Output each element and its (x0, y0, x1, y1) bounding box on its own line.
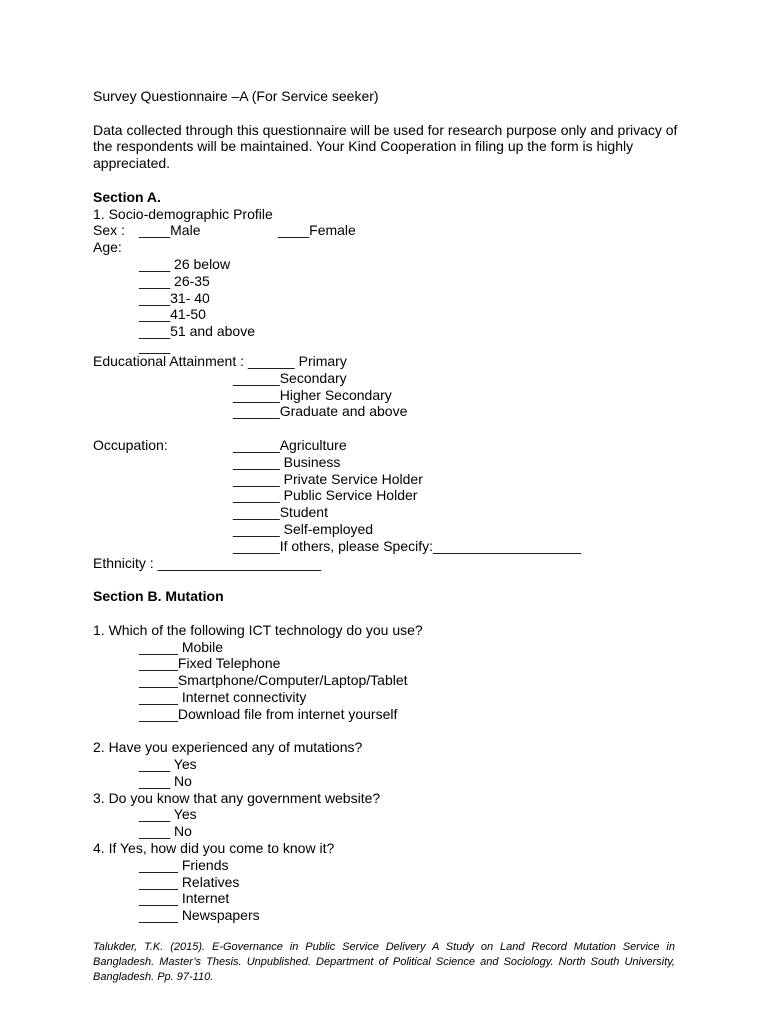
occupation-option[interactable]: ______Agriculture (233, 436, 347, 453)
education-option[interactable]: ______Higher Secondary (233, 386, 392, 403)
age-option[interactable]: ____ 26 below (139, 255, 231, 272)
questionnaire-page (93, 88, 683, 924)
occupation-option-other[interactable]: ______If others, please Specify:___________________ (233, 537, 581, 554)
ict-option[interactable]: _____ Mobile (139, 638, 224, 655)
age-option[interactable]: ____51 and above (139, 323, 255, 340)
website-option[interactable]: ____ Yes (139, 806, 197, 823)
website-option[interactable]: ____ No (139, 823, 192, 840)
ethnicity-field[interactable]: Ethnicity : _____________________ (93, 554, 322, 571)
mutation-option[interactable]: ____ No (139, 772, 192, 789)
occupation-option[interactable]: ______ Self-employed (233, 520, 374, 537)
age-label: Age: (93, 239, 122, 256)
occupation-option[interactable]: ______ Business (233, 453, 341, 470)
mutation-option[interactable]: ____ Yes (139, 756, 197, 773)
occupation-option[interactable]: ______ Private Service Holder (233, 470, 423, 487)
age-option-blank[interactable]: ____ (139, 337, 171, 354)
source-option[interactable]: _____ Relatives (139, 873, 240, 890)
age-option[interactable]: ____31- 40 (139, 289, 210, 306)
sex-option-male[interactable]: ____Male (139, 222, 201, 239)
age-option[interactable]: ____ 26-35 (139, 272, 210, 289)
occupation-option[interactable]: ______ Public Service Holder (233, 487, 418, 504)
source-option[interactable]: _____ Newspapers (139, 907, 260, 924)
section-b-heading: Section B. Mutation (93, 588, 224, 605)
source-option[interactable]: _____ Internet (139, 890, 230, 907)
sex-option-female[interactable]: ____Female (278, 222, 356, 239)
education-option[interactable]: ______Secondary (233, 369, 347, 386)
ict-option[interactable]: _____ Internet connectivity (139, 688, 307, 705)
age-option[interactable]: ____41-50 (139, 306, 206, 323)
question-sociodemographic: 1. Socio-demographic Profile (93, 205, 273, 222)
education-label: Educational Attainment : (93, 352, 244, 369)
occupation-row (93, 437, 683, 454)
ict-option[interactable]: _____Smartphone/Computer/Laptop/Tablet (139, 672, 408, 689)
source-option[interactable]: _____ Friends (139, 856, 229, 873)
question-government-website: 3. Do you know that any government website? (93, 789, 381, 806)
section-a-heading: Section A. (93, 188, 161, 205)
question-ict: 1. Which of the following ICT technology do you use? (93, 621, 423, 638)
sex-label: Sex : (93, 222, 125, 239)
question-source: 4. If Yes, how did you come to know it? (93, 840, 335, 857)
citation-footer: Talukder, T.K. (2015). E-Governance in Public Service Delivery A Study on Land Record Mutation Service in Bangladesh. Master’s Thesis. Unpublished. Department of Political Science and Sociology. North South University, Bangladesh. Pp. 97-110. (93, 941, 675, 983)
occupation-option[interactable]: ______Student (233, 504, 328, 521)
education-option[interactable]: ______Graduate and above (233, 403, 408, 420)
ict-option[interactable]: _____Download file from internet yourself (139, 705, 398, 722)
occupation-label: Occupation: (93, 436, 168, 453)
question-mutation-experience: 2. Have you experienced any of mutations? (93, 739, 363, 756)
ict-option[interactable]: _____Fixed Telephone (139, 655, 281, 672)
sex-row (93, 222, 683, 239)
document-title: Survey Questionnaire –A (For Service seeker) (93, 88, 379, 104)
education-row (93, 353, 683, 370)
education-option[interactable]: ______ Primary (248, 352, 347, 369)
intro-paragraph: Data collected through this questionnaire will be used for research purpose only and privacy of the respondents will be maintained. Your Kind Cooperation in filing up the form is highly appreciated. (93, 121, 678, 172)
